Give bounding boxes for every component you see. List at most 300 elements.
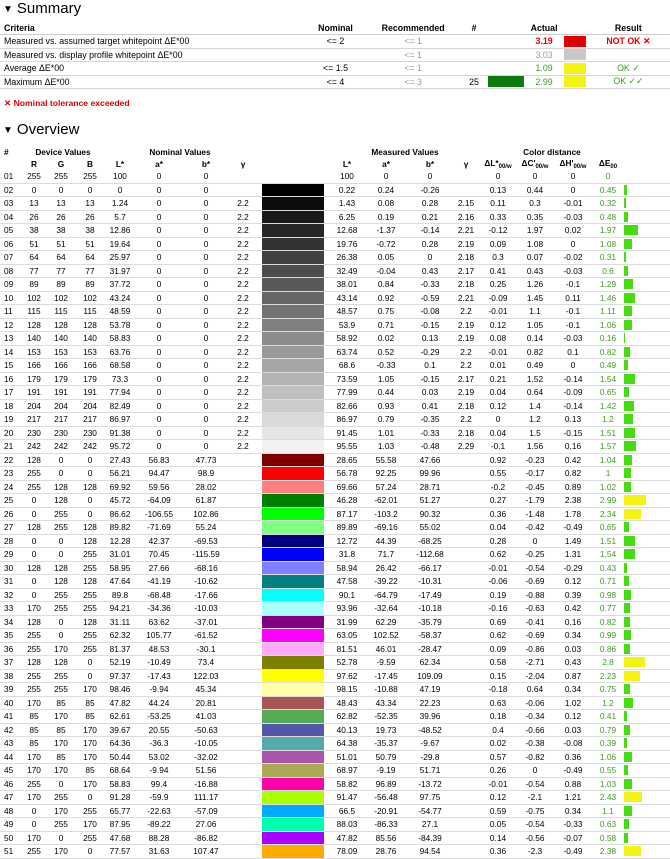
measured-gamma-cell: 2.15 — [452, 197, 480, 211]
measured-a-cell: 26.42 — [364, 561, 408, 575]
nominal-b-cell: 0 — [182, 413, 230, 427]
delta-h-cell: 0.34 — [554, 683, 592, 697]
nominal-a-cell: -10.49 — [136, 656, 182, 670]
measured-b-header: b* — [425, 159, 435, 169]
device-g-cell: 255 — [46, 507, 76, 521]
nominal-l-cell: 27.43 — [104, 453, 136, 467]
recommended-cell: <= 3 — [364, 75, 461, 89]
delta-h-cell: 0 — [554, 183, 592, 197]
device-g-cell: 128 — [46, 318, 76, 332]
device-g-cell: 170 — [46, 710, 76, 724]
delta-c-cell: -2.1 — [516, 791, 554, 805]
nominal-a-cell: 0 — [136, 183, 182, 197]
g-header: G — [57, 159, 65, 169]
measured-a-cell: 0.52 — [364, 345, 408, 359]
nominal-gamma-cell: 2.2 — [230, 359, 256, 373]
patch-cell — [256, 251, 330, 265]
device-b-cell: 179 — [76, 372, 104, 386]
nominal-gamma-cell: 2.2 — [230, 318, 256, 332]
nominal-l-cell: 31.01 — [104, 548, 136, 562]
delta-c-cell: 0.44 — [516, 183, 554, 197]
delta-e-bar — [624, 495, 646, 505]
patch-cell — [256, 588, 330, 602]
delta-e-bar-cell — [624, 345, 670, 359]
patch-cell — [256, 750, 330, 764]
delta-l-cell: 0.36 — [480, 845, 516, 859]
row-num-cell: 37 — [0, 656, 22, 670]
nominal-b-cell: 0 — [182, 183, 230, 197]
delta-c-cell: -1.48 — [516, 507, 554, 521]
delta-e-bar — [624, 185, 627, 195]
measured-gamma-cell — [452, 467, 480, 481]
delta-e-bar — [624, 509, 641, 519]
tolerance-warning: ✕ Nominal tolerance exceeded — [4, 98, 130, 108]
measured-b-cell: -58.37 — [408, 629, 452, 643]
delta-e-bar — [624, 455, 632, 465]
r-header: R — [31, 159, 37, 169]
nominal-l-cell: 50.44 — [104, 750, 136, 764]
table-row — [0, 345, 670, 359]
nominal-gamma-cell — [230, 467, 256, 481]
device-r-cell: 255 — [22, 480, 46, 494]
device-r-cell: 0 — [22, 507, 46, 521]
delta-e-bar-cell — [624, 588, 670, 602]
patch-cell — [256, 764, 330, 778]
nominal-b-cell: -17.66 — [182, 588, 230, 602]
color-patch — [262, 481, 324, 494]
measured-gamma-cell: 2.17 — [452, 264, 480, 278]
device-b-cell: 255 — [76, 642, 104, 656]
measured-b-cell: 39.96 — [408, 710, 452, 724]
device-b-cell: 140 — [76, 332, 104, 346]
nominal-a-cell: -22.63 — [136, 804, 182, 818]
measured-a-cell: 57.24 — [364, 480, 408, 494]
delta-e-bar-cell — [624, 183, 670, 197]
color-patch — [262, 265, 324, 278]
nominal-a-cell: 0 — [136, 318, 182, 332]
device-r-cell: 26 — [22, 210, 46, 224]
delta-e-bar — [624, 846, 641, 856]
delta-e-bar-cell — [624, 170, 670, 183]
measured-l-cell: 31.8 — [330, 548, 364, 562]
device-r-cell: 128 — [22, 453, 46, 467]
nominal-a-cell: 0 — [136, 372, 182, 386]
delta-l-cell: -0.1 — [480, 440, 516, 454]
actual-swatch-cell — [563, 35, 586, 49]
delta-e-bar-cell — [624, 804, 670, 818]
delta-e-cell: 1.54 — [592, 372, 624, 386]
device-r-cell: 128 — [22, 561, 46, 575]
delta-l-cell: 0.57 — [480, 750, 516, 764]
delta-e-bar — [624, 779, 632, 789]
color-patch — [262, 832, 324, 845]
result-header: Result — [587, 22, 670, 35]
criteria-header: Criteria — [0, 22, 307, 35]
delta-e-cell: 1.2 — [592, 696, 624, 710]
table-row — [0, 818, 670, 832]
delta-c-cell: -1.79 — [516, 494, 554, 508]
delta-h-cell: 0.13 — [554, 413, 592, 427]
delta-e-bar-cell — [624, 372, 670, 386]
device-g-cell: 255 — [46, 588, 76, 602]
summary-title[interactable]: ▼ Summary — [3, 0, 82, 17]
delta-e-bar — [624, 482, 631, 492]
nominal-b-cell: -32.02 — [182, 750, 230, 764]
measured-l-cell: 63.74 — [330, 345, 364, 359]
delta-l-cell: -0.18 — [480, 683, 516, 697]
measured-a-cell: -20.91 — [364, 804, 408, 818]
collapse-triangle-icon[interactable]: ▼ — [3, 125, 13, 136]
nominal-a-cell: 94.47 — [136, 467, 182, 481]
measured-a-cell: 85.56 — [364, 831, 408, 845]
nominal-b-cell: 102.86 — [182, 507, 230, 521]
device-b-cell: 0 — [76, 467, 104, 481]
nominal-gamma-cell — [230, 480, 256, 494]
num-swatch-cell — [486, 48, 525, 62]
measured-a-cell: 0.71 — [364, 318, 408, 332]
device-b-cell: 166 — [76, 359, 104, 373]
measured-gamma-cell: 2.18 — [452, 251, 480, 265]
device-g-cell: 204 — [46, 399, 76, 413]
delta-e-bar — [624, 684, 630, 694]
color-patch — [262, 184, 324, 197]
delta-c-cell: -0.54 — [516, 561, 554, 575]
nominal-gamma-cell: 2.2 — [230, 426, 256, 440]
device-b-cell: 217 — [76, 413, 104, 427]
delta-e-cell: 2.8 — [592, 656, 624, 670]
measured-l-cell: 56.78 — [330, 467, 364, 481]
delta-c-cell: 1.97 — [516, 224, 554, 238]
delta-c-cell: 1.45 — [516, 291, 554, 305]
patch-cell — [256, 278, 330, 292]
nominal-a-header: a* — [155, 159, 163, 169]
measured-gamma-cell — [452, 831, 480, 845]
device-g-cell: 128 — [46, 480, 76, 494]
delta-l-cell: 0.4 — [480, 723, 516, 737]
measured-l-cell: 97.62 — [330, 669, 364, 683]
measured-l-cell: 82.66 — [330, 399, 364, 413]
nominal-l-cell: 81.37 — [104, 642, 136, 656]
nominal-gamma-cell: 2.2 — [230, 345, 256, 359]
delta-c-cell: -2.3 — [516, 845, 554, 859]
nominal-gamma-cell — [230, 170, 256, 183]
row-num-cell: 19 — [0, 413, 22, 427]
num-cell: 25 — [462, 75, 486, 89]
nominal-b-cell: 47.73 — [182, 453, 230, 467]
delta-e-bar-cell — [624, 224, 670, 238]
nominal-cell: <= 2 — [307, 35, 365, 49]
measured-gamma-cell — [452, 764, 480, 778]
nominal-gamma-cell — [230, 723, 256, 737]
delta-h-cell: 0.16 — [554, 440, 592, 454]
patch-cell — [256, 831, 330, 845]
measured-l-cell: 28.65 — [330, 453, 364, 467]
row-num-cell: 51 — [0, 845, 22, 859]
device-b-cell: 170 — [76, 683, 104, 697]
result-cell: OK ✓ — [587, 62, 670, 76]
color-patch — [262, 845, 324, 858]
color-patch — [262, 575, 324, 588]
measured-l-cell: 93.96 — [330, 602, 364, 616]
device-b-cell: 0 — [76, 507, 104, 521]
delta-e-bar-cell — [624, 750, 670, 764]
delta-h-cell: -0.15 — [554, 426, 592, 440]
nominal-a-cell: 44.24 — [136, 696, 182, 710]
nominal-a-cell: 0 — [136, 305, 182, 319]
delta-l-cell: 0.28 — [480, 534, 516, 548]
table-row — [0, 305, 670, 319]
delta-e-bar-cell — [624, 831, 670, 845]
patch-cell — [256, 237, 330, 251]
delta-l-cell: -0.12 — [480, 224, 516, 238]
delta-e-cell: 2.43 — [592, 791, 624, 805]
delta-e-bar-cell — [624, 818, 670, 832]
table-row — [0, 291, 670, 305]
delta-e-bar — [624, 441, 636, 451]
delta-e-cell: 0.65 — [592, 386, 624, 400]
delta-h-cell: 0.82 — [554, 467, 592, 481]
device-b-cell: 230 — [76, 426, 104, 440]
delta-e-bar — [624, 347, 630, 357]
delta-e-bar — [624, 320, 632, 330]
num-header: # — [462, 22, 486, 35]
device-b-cell: 128 — [76, 615, 104, 629]
delta-e-bar — [624, 576, 629, 586]
device-g-cell: 0 — [46, 183, 76, 197]
row-num-cell: 46 — [0, 777, 22, 791]
device-g-cell: 0 — [46, 831, 76, 845]
nominal-l-cell: 94.21 — [104, 602, 136, 616]
measured-gamma-cell — [452, 588, 480, 602]
nominal-gamma-cell: 2.2 — [230, 305, 256, 319]
delta-l-cell: 0.01 — [480, 359, 516, 373]
collapse-triangle-icon[interactable]: ▼ — [3, 4, 13, 15]
delta-c-cell: 1.1 — [516, 305, 554, 319]
device-b-cell: 170 — [76, 737, 104, 751]
delta-e-cell: 1.02 — [592, 480, 624, 494]
nominal-l-header: L* — [115, 159, 125, 169]
device-r-cell: 0 — [22, 575, 46, 589]
recommended-cell: <= 1 — [364, 62, 461, 76]
measured-a-cell: 43.34 — [364, 696, 408, 710]
nominal-gamma-cell — [230, 615, 256, 629]
num-swatch-cell — [486, 75, 525, 89]
nominal-l-cell: 43.24 — [104, 291, 136, 305]
device-g-cell: 0 — [46, 629, 76, 643]
nominal-a-cell: 56.83 — [136, 453, 182, 467]
device-g-cell: 102 — [46, 291, 76, 305]
delta-c-cell: -0.63 — [516, 602, 554, 616]
measured-a-cell: -52.35 — [364, 710, 408, 724]
nominal-l-cell: 47.68 — [104, 831, 136, 845]
patch-cell — [256, 818, 330, 832]
delta-e-bar — [624, 752, 632, 762]
nominal-a-cell: 48.53 — [136, 642, 182, 656]
table-row — [0, 737, 670, 751]
row-num-cell: 32 — [0, 588, 22, 602]
delta-l-cell: 0.13 — [480, 183, 516, 197]
nominal-l-cell: 45.72 — [104, 494, 136, 508]
delta-e-bar — [624, 266, 628, 276]
measured-b-cell: -17.49 — [408, 588, 452, 602]
nominal-a-cell: 31.63 — [136, 845, 182, 859]
measured-gamma-cell: 2.19 — [452, 332, 480, 346]
criteria-cell: Maximum ΔE*00 — [0, 75, 307, 89]
nominal-a-cell: 0 — [136, 210, 182, 224]
row-num-cell: 21 — [0, 440, 22, 454]
measured-gamma-cell — [452, 683, 480, 697]
measured-a-cell: 0.05 — [364, 251, 408, 265]
nominal-a-cell: 53.02 — [136, 750, 182, 764]
delta-l-cell: 0.12 — [480, 791, 516, 805]
nominal-b-cell: 107.47 — [182, 845, 230, 859]
measured-gamma-cell — [452, 710, 480, 724]
measured-a-cell: 71.7 — [364, 548, 408, 562]
patch-cell — [256, 440, 330, 454]
nominal-cell: <= 1.5 — [307, 62, 365, 76]
nominal-gamma-cell — [230, 575, 256, 589]
device-b-cell: 64 — [76, 251, 104, 265]
delta-e-bar-cell — [624, 237, 670, 251]
device-b-cell: 102 — [76, 291, 104, 305]
criteria-cell: Average ΔE*00 — [0, 62, 307, 76]
nominal-l-cell: 48.59 — [104, 305, 136, 319]
table-row — [0, 831, 670, 845]
device-r-cell: 204 — [22, 399, 46, 413]
device-b-cell: 85 — [76, 764, 104, 778]
row-num-cell: 02 — [0, 183, 22, 197]
delta-e-bar — [624, 360, 628, 370]
table-row — [0, 507, 670, 521]
actual-cell: 1.09 — [525, 62, 564, 76]
patch-cell — [256, 480, 330, 494]
patch-cell — [256, 372, 330, 386]
nominal-l-cell: 1.24 — [104, 197, 136, 211]
measured-gamma-cell: 2.2 — [452, 345, 480, 359]
table-row — [0, 386, 670, 400]
delta-h-cell: 1.78 — [554, 507, 592, 521]
nominal-a-cell: -68.48 — [136, 588, 182, 602]
delta-l-cell: 0.19 — [480, 588, 516, 602]
patch-cell — [256, 804, 330, 818]
delta-h-cell: -0.09 — [554, 386, 592, 400]
delta-h-cell: -0.02 — [554, 251, 592, 265]
row-num-cell: 05 — [0, 224, 22, 238]
delta-c-cell: -0.54 — [516, 777, 554, 791]
delta-e-bar-cell — [624, 575, 670, 589]
delta-e-bar-cell — [624, 521, 670, 535]
measured-a-cell: 0.19 — [364, 210, 408, 224]
measured-b-cell: 22.23 — [408, 696, 452, 710]
delta-c-cell: 1.08 — [516, 237, 554, 251]
delta-e-bar — [624, 765, 628, 775]
nominal-l-cell: 86.97 — [104, 413, 136, 427]
measured-l-cell: 12.68 — [330, 224, 364, 238]
color-patch — [262, 386, 324, 399]
delta-e-bar-cell — [624, 426, 670, 440]
nominal-l-cell: 25.97 — [104, 251, 136, 265]
color-patch — [262, 319, 324, 332]
patch-cell — [256, 305, 330, 319]
delta-h-cell: 0 — [554, 170, 592, 183]
delta-e-bar-cell — [624, 683, 670, 697]
color-patch — [262, 818, 324, 831]
summary-table — [0, 22, 670, 89]
delta-e-cell: 0.43 — [592, 561, 624, 575]
delta-h-cell: -0.49 — [554, 521, 592, 535]
nominal-gamma-cell — [230, 494, 256, 508]
delta-h-cell: -0.08 — [554, 737, 592, 751]
measured-l-cell: 88.03 — [330, 818, 364, 832]
row-num-cell: 29 — [0, 548, 22, 562]
nominal-a-cell: -53.25 — [136, 710, 182, 724]
measured-b-cell: 0.1 — [408, 359, 452, 373]
delta-e-bar — [624, 374, 635, 384]
measured-l-cell: 47.82 — [330, 831, 364, 845]
nominal-a-cell: -64.09 — [136, 494, 182, 508]
measured-l-cell: 12.72 — [330, 534, 364, 548]
measured-b-cell: -54.77 — [408, 804, 452, 818]
nominal-a-cell: 70.45 — [136, 548, 182, 562]
nominal-a-cell: 42.37 — [136, 534, 182, 548]
delta-l-cell: -0.01 — [480, 305, 516, 319]
table-row — [0, 453, 670, 467]
device-r-cell: 115 — [22, 305, 46, 319]
nominal-a-cell: 20.55 — [136, 723, 182, 737]
device-g-cell: 255 — [46, 818, 76, 832]
overview-title[interactable]: ▼ Overview — [3, 121, 80, 138]
num-swatch-cell — [486, 62, 525, 76]
measured-gamma-cell — [452, 534, 480, 548]
nominal-gamma-cell — [230, 791, 256, 805]
row-num-cell: 23 — [0, 467, 22, 481]
nominal-gamma-cell — [230, 507, 256, 521]
delta-e-cell: 1.57 — [592, 440, 624, 454]
delta-c-cell: 1.52 — [516, 372, 554, 386]
measured-gamma-cell — [452, 818, 480, 832]
patch-cell — [256, 737, 330, 751]
delta-c-cell: -0.17 — [516, 467, 554, 481]
nominal-gamma-cell: 2.2 — [230, 291, 256, 305]
delta-e-bar — [624, 428, 635, 438]
delta-e-bar — [624, 279, 633, 289]
nominal-gamma-cell — [230, 683, 256, 697]
nominal-gamma-cell — [230, 777, 256, 791]
table-row — [0, 777, 670, 791]
measured-values-header: Measured Values — [371, 147, 439, 157]
nominal-gamma-cell — [230, 669, 256, 683]
delta-h-cell: 1.02 — [554, 696, 592, 710]
patch-cell — [256, 413, 330, 427]
nominal-b-cell: 45.34 — [182, 683, 230, 697]
actual-swatch-cell — [563, 48, 586, 62]
recommended-cell: <= 1 — [364, 35, 461, 49]
delta-l-cell: 0.02 — [480, 737, 516, 751]
nominal-b-cell: 0 — [182, 237, 230, 251]
measured-gamma-cell — [452, 521, 480, 535]
measured-b-cell: -84.39 — [408, 831, 452, 845]
device-r-cell: 0 — [22, 183, 46, 197]
table-row — [0, 318, 670, 332]
nominal-a-cell: -89.22 — [136, 818, 182, 832]
nominal-a-cell: 0 — [136, 278, 182, 292]
measured-b-cell: 0.28 — [408, 237, 452, 251]
delta-e-cell: 0.49 — [592, 359, 624, 373]
nominal-b-header: b* — [201, 159, 211, 169]
nominal-gamma-cell: 2.2 — [230, 224, 256, 238]
measured-gamma-cell — [452, 656, 480, 670]
nominal-b-cell: 55.24 — [182, 521, 230, 535]
